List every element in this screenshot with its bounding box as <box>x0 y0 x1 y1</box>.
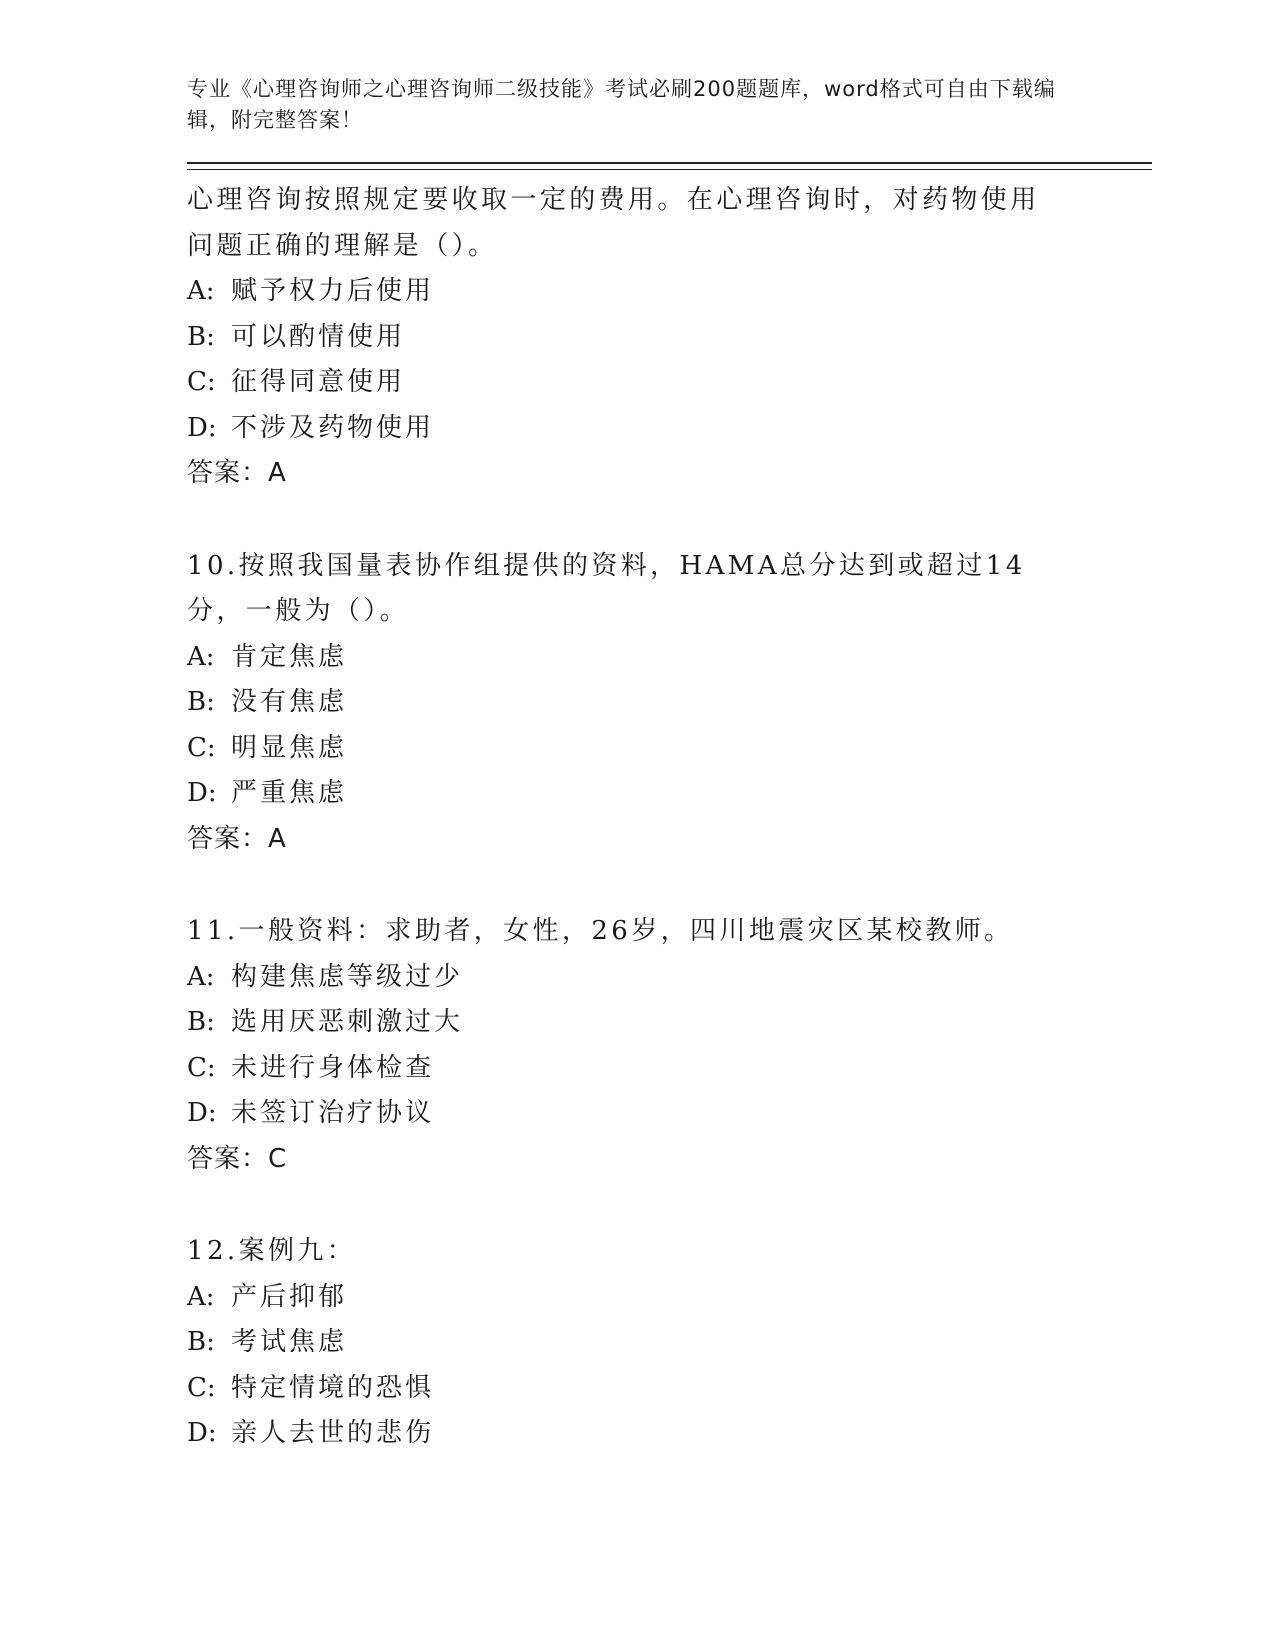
header-divider <box>187 162 1152 170</box>
option-text: 征得同意使用 <box>231 367 406 397</box>
question-stem: 心理咨询按照规定要收取一定的费用。在心理咨询时，对药物使用问题正确的理解是（）。 <box>187 185 1040 261</box>
option-b <box>187 680 1152 726</box>
option-text: 产后抑郁 <box>231 1281 348 1312</box>
option-letter: D: <box>187 412 217 443</box>
option-text: 严重焦虑 <box>231 778 348 808</box>
option-c <box>187 1366 1152 1412</box>
option-letter: B: <box>187 687 215 717</box>
question-stem: 12.案例九： <box>187 1236 357 1266</box>
option-c <box>187 726 1152 772</box>
option-b <box>187 315 1152 361</box>
option-text: 没有焦虑 <box>231 687 348 717</box>
option-letter: C: <box>187 1372 216 1403</box>
answer-line: 答案：A <box>187 823 287 854</box>
option-a <box>187 269 1152 315</box>
option-text: 选用厌恶刺激过大 <box>231 1007 464 1037</box>
option-text: 赋予权力后使用 <box>231 276 435 306</box>
option-text: 未签订治疗协议 <box>231 1098 435 1128</box>
question-stem: 11.一般资料：求助者，女性，26岁，四川地震灾区某校教师。 <box>187 916 1014 946</box>
option-letter: D: <box>187 1098 217 1128</box>
option-a <box>187 955 1152 1001</box>
option-letter: B: <box>187 1007 215 1037</box>
option-c <box>187 360 1152 406</box>
option-letter: A: <box>187 641 215 672</box>
option-text: 明显焦虑 <box>231 732 348 763</box>
option-text: 未进行身体检查 <box>231 1052 435 1083</box>
question-block <box>187 1229 1152 1457</box>
option-letter: B: <box>187 321 215 352</box>
option-text: 肯定焦虑 <box>231 641 348 672</box>
option-text: 不涉及药物使用 <box>231 412 435 443</box>
option-letter: A: <box>187 961 215 992</box>
option-d <box>187 1091 1152 1137</box>
option-text: 可以酌情使用 <box>231 321 406 352</box>
option-d <box>187 771 1152 817</box>
option-letter: D: <box>187 778 217 808</box>
option-b <box>187 1000 1152 1046</box>
option-letter: C: <box>187 367 216 397</box>
question-block <box>187 544 1152 863</box>
document-page <box>187 74 1152 1457</box>
option-letter: D: <box>187 1418 217 1448</box>
option-d <box>187 406 1152 452</box>
option-a <box>187 1275 1152 1321</box>
document-header: 专业《心理咨询师之心理咨询师二级技能》考试必刷200题题库，word格式可自由下载编辑，附完整答案！ <box>187 77 1056 132</box>
question-stem: 10.按照我国量表协作组提供的资料，HAMA总分达到或超过14分，一般为（）。 <box>187 550 1026 626</box>
option-c <box>187 1046 1152 1092</box>
option-letter: C: <box>187 732 216 763</box>
option-b <box>187 1320 1152 1366</box>
option-text: 考试焦虑 <box>231 1327 348 1357</box>
option-d <box>187 1411 1152 1457</box>
answer-line: 答案：A <box>187 458 287 488</box>
option-text: 亲人去世的悲伤 <box>231 1418 435 1448</box>
question-block <box>187 909 1152 1182</box>
option-text: 特定情境的恐惧 <box>231 1372 435 1403</box>
option-letter: A: <box>187 276 215 306</box>
answer-line: 答案：C <box>187 1143 288 1174</box>
option-a <box>187 635 1152 681</box>
question-block <box>187 178 1152 497</box>
option-text: 构建焦虑等级过少 <box>231 961 464 992</box>
option-letter: B: <box>187 1327 215 1357</box>
option-letter: A: <box>187 1281 215 1312</box>
option-letter: C: <box>187 1052 216 1083</box>
